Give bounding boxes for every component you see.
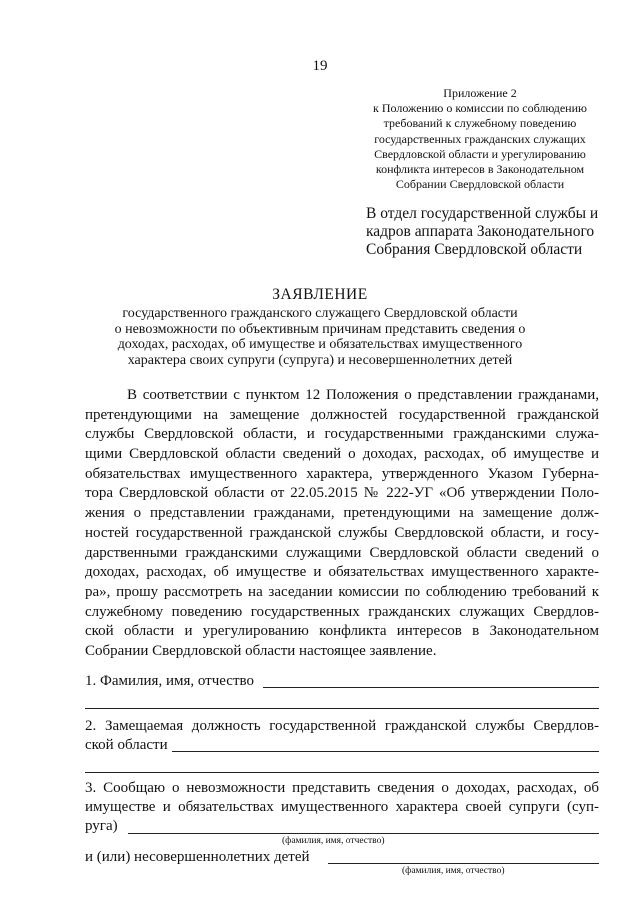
appendix-header <box>360 86 600 192</box>
subtitle-line: характера своих супруги (супруга) и несовершеннолетних детей <box>127 352 513 368</box>
addressee-block <box>366 205 616 259</box>
body-line: доходах, расходах, об имуществе и обязательствах имущественного характе- <box>85 564 599 581</box>
body-line: службы Свердловской области, и государственными гражданскими служа- <box>85 426 599 443</box>
field-position <box>85 717 599 755</box>
field-children-label: и (или) несовершеннолетних детей <box>85 849 310 865</box>
appendix-line: государственных гражданских служащих <box>374 131 586 146</box>
appendix-line: Собрании Свердловской области <box>395 177 565 192</box>
document-title: ЗАЯВЛЕНИЕ <box>272 286 368 303</box>
field-spouse-line3: руга) <box>85 818 118 834</box>
body-paragraph <box>85 386 599 662</box>
field-spouse-line2: имуществе и обязательствах имущественного характера своей супруги (суп- <box>85 799 599 815</box>
body-line: жения о представлении гражданами, претендующими на замещение долж- <box>85 505 599 522</box>
body-line: дарственными гражданскими служащими Свердловской области сведений о <box>85 544 599 561</box>
body-line: обязательствах имущественного характера, утвержденного Указом Губерна- <box>85 465 599 482</box>
field-children <box>85 848 310 867</box>
spouse-input-line[interactable] <box>128 833 599 834</box>
subtitle-line: государственного гражданского служащего Свердловской области <box>122 306 518 321</box>
appendix-line: Свердловской области и урегулированию <box>374 146 586 161</box>
appendix-line: конфликта интересов в Законодательном <box>375 162 585 177</box>
addressee-line: В отдел государственной службы и <box>366 205 599 222</box>
field-position-line2: ской области <box>85 737 168 753</box>
field-full-name <box>85 672 254 691</box>
field-spouse-line1: 3. Сообщаю о невозможности представить сведения о доходах, расходах, об <box>85 780 599 796</box>
full-name-input-line-2[interactable] <box>85 708 599 709</box>
children-caption: (фамилия, имя, отчество) <box>402 866 505 876</box>
field-spouse <box>85 779 599 836</box>
appendix-line: Приложение 2 <box>443 86 517 100</box>
subtitle-line: доходах, расходах, об имуществе и обязательствах имущественного <box>117 337 523 352</box>
body-line: служебному поведению государственных гражданских служащих Свердлов- <box>85 603 599 620</box>
subtitle-line: о невозможности по объективным причинам представить сведения о <box>114 321 526 337</box>
spouse-caption: (фамилия, имя, отчество) <box>282 836 385 846</box>
addressee-line: кадров аппарата Законодательного <box>366 223 595 240</box>
appendix-line: требований к служебному поведению <box>383 116 577 131</box>
addressee-line: Собрания Свердловской области <box>366 241 583 258</box>
position-input-line-2[interactable] <box>85 772 599 773</box>
body-line: претендующими на замещение должностей государственной гражданской <box>85 406 599 423</box>
body-line: ра», прошу рассмотреть на заседании комиссии по соблюдению требований к <box>85 583 599 600</box>
field-position-line1: 2. Замещаемая должность государственной гражданской службы Свердлов- <box>85 718 599 734</box>
body-line: тора Свердловской области от 22.05.2015 № 222-УГ «Об утверждении Поло- <box>85 485 599 502</box>
children-input-line[interactable] <box>328 863 599 864</box>
page-number: 19 <box>312 58 328 74</box>
body-line: ской области и урегулированию конфликта интересов в Законодательном <box>85 623 599 640</box>
body-line: ностей государственной гражданской службы Свердловской области, и госу- <box>85 524 599 541</box>
body-line: щими Свердловской области сведений о доходах, расходах, об имуществе и <box>85 446 599 463</box>
body-line: Собрании Свердловской области настоящее заявление. <box>85 642 437 659</box>
document-subtitle <box>95 306 545 368</box>
body-line: В соответствии с пунктом 12 Положения о представлении гражданами, <box>127 387 599 403</box>
field-full-name-label: 1. Фамилия, имя, отчество <box>85 673 254 689</box>
appendix-line: к Положению о комиссии по соблюдению <box>373 101 587 116</box>
position-input-line[interactable] <box>172 751 599 752</box>
full-name-input-line[interactable] <box>263 687 599 688</box>
